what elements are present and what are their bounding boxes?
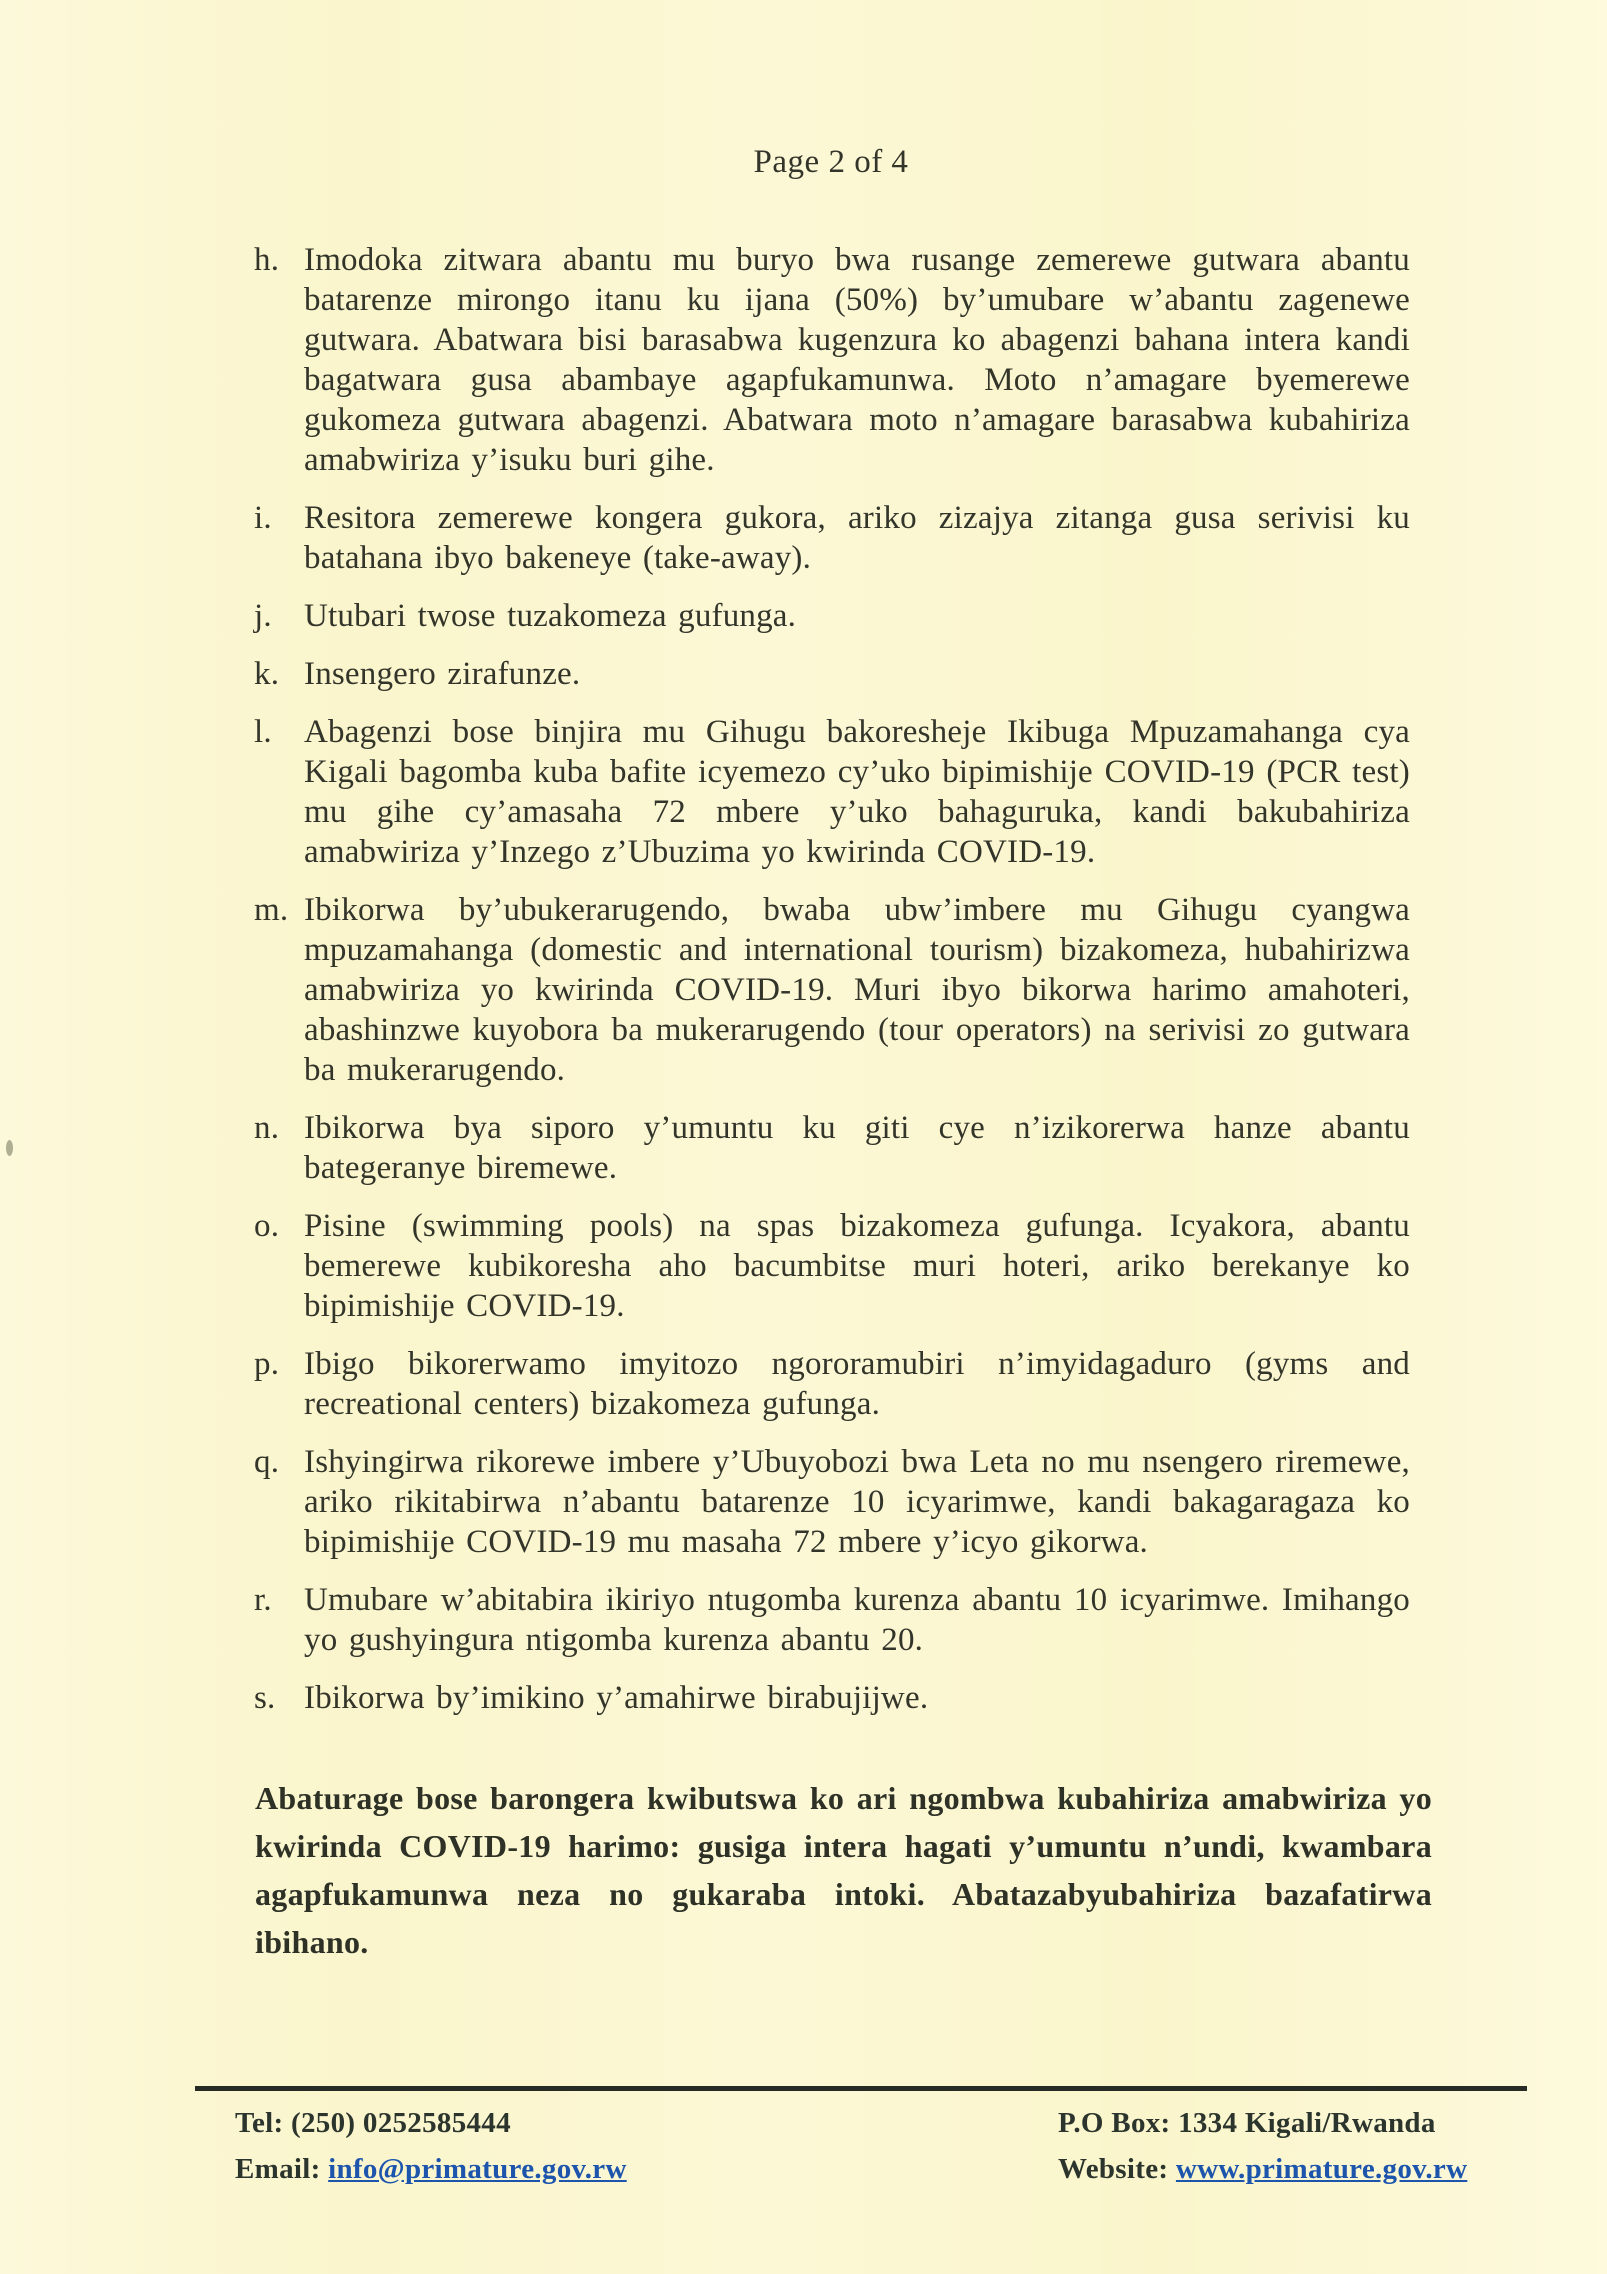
email-label: Email: — [235, 2153, 321, 2185]
item-letter: j. — [254, 598, 272, 634]
footer-right-column — [1058, 2100, 1467, 2192]
item-text: Ibikorwa by’ubukerarugendo, bwaba ubw’imbere mu Gihugu cyangwa mpuzamahanga (domestic and international tourism) bizakomeza, hubahirizwa amabwiriza yo kwirinda COVID-19. Muri ibyo bikorwa harimo amahoteri, abashinzwe kuyobora ba mukerarugendo (tour operators) na serivisi zo gutwara ba mukerarugendo. — [304, 892, 1410, 1088]
item-letter: r. — [254, 1582, 272, 1618]
list-item-i — [252, 498, 1410, 578]
list-item-o — [252, 1206, 1410, 1326]
item-letter: n. — [254, 1110, 280, 1146]
item-letter: o. — [254, 1208, 280, 1244]
item-text: Utubari twose tuzakomeza gufunga. — [304, 598, 797, 634]
item-text: Insengero zirafunze. — [304, 656, 581, 692]
list-item-n — [252, 1108, 1410, 1188]
item-letter: q. — [254, 1444, 280, 1480]
item-letter: i. — [254, 500, 272, 536]
list-item-m — [252, 890, 1410, 1090]
list-item-j — [252, 596, 1410, 636]
notice-paragraph: Abaturage bose barongera kwibutswa ko ari ngombwa kubahiriza amabwiriza yo kwirinda COVID-19 harimo: gusiga intera hagati y’umuntu n’undi, kwambara agapfukamunwa neza no gukaraba intoki. Abatazabyubahiriza bazafatirwa ibihano. — [255, 1780, 1432, 1960]
item-text: Ibikorwa bya siporo y’umuntu ku giti cye n’izikorerwa hanze abantu bategeranye biremewe. — [304, 1110, 1410, 1186]
item-text: Ishyingirwa rikorewe imbere y’Ubuyobozi bwa Leta no mu nsengero riremewe, ariko rikitabirwa n’abantu batarenze 10 icyarimwe, kandi bakagaragaza ko bipimishije COVID-19 mu masaha 72 mbere y’icyo gikorwa. — [304, 1444, 1410, 1560]
footer-website-line — [1058, 2146, 1467, 2192]
item-text: Ibigo bikorerwamo imyitozo ngororamubiri n’imyidagaduro (gyms and recreational centers) bizakomeza gufunga. — [304, 1346, 1410, 1422]
item-text: Abagenzi bose binjira mu Gihugu bakoresheje Ikibuga Mpuzamahanga cya Kigali bagomba kuba bafite icyemezo cy’uko bipimishije COVID-19 (PCR test) mu gihe cy’amasaha 72 mbere y’uko bahaguruka, kandi bakubahiriza amabwiriza y’Inzego z’Ubuzima yo kwirinda COVID-19. — [304, 714, 1410, 870]
footer-left-column — [235, 2100, 627, 2192]
item-letter: h. — [254, 242, 280, 278]
list-item-s — [252, 1678, 1410, 1718]
item-letter: p. — [254, 1346, 280, 1382]
list-item-r — [252, 1580, 1410, 1660]
item-text: Imodoka zitwara abantu mu buryo bwa rusange zemerewe gutwara abantu batarenze mirongo itanu ku ijana (50%) by’umubare w’abantu zagenewe gutwara. Abatwara bisi barasabwa kugenzura ko abagenzi bahana intera kandi bagatwara gusa abambaye agapfukamunwa. Moto n’amagare byemerewe gukomeza gutwara abagenzi. Abatwara moto n’amagare barasabwa kubahiriza amabwiriza y’isuku buri gihe. — [304, 242, 1410, 478]
tel-value: (250) 0252585444 — [291, 2107, 511, 2139]
footer-tel-line — [235, 2100, 627, 2146]
footer-pobox-line — [1058, 2100, 1467, 2146]
tel-label: Tel: — [235, 2107, 284, 2139]
list-item-l — [252, 712, 1410, 872]
item-letter: l. — [254, 714, 272, 750]
item-text: Resitora zemerewe kongera gukora, ariko zizajya zitanga gusa serivisi ku batahana ibyo bakeneye (take-away). — [304, 500, 1410, 576]
list-item-h — [252, 240, 1410, 480]
lettered-item-list — [252, 240, 1410, 1718]
item-letter: s. — [254, 1680, 276, 1716]
footer-email-line — [235, 2146, 627, 2192]
item-letter: k. — [254, 656, 280, 692]
pobox-value: 1334 Kigali/Rwanda — [1178, 2107, 1436, 2139]
pobox-label: P.O Box: — [1058, 2107, 1171, 2139]
footer-divider-line — [195, 2086, 1527, 2091]
item-letter: m. — [254, 892, 289, 928]
website-link[interactable]: www.primature.gov.rw — [1175, 2153, 1468, 2185]
page-number-label: Page 2 of 4 — [753, 144, 909, 180]
list-item-k — [252, 654, 1410, 694]
item-text: Pisine (swimming pools) na spas bizakomeza gufunga. Icyakora, abantu bemerewe kubikoresha aho bacumbitse muri hoteri, ariko berekanye ko bipimishije COVID-19. — [304, 1208, 1410, 1324]
item-text: Umubare w’abitabira ikiriyo ntugomba kurenza abantu 10 icyarimwe. Imihango yo gushyingura ntigomba kurenza abantu 20. — [304, 1582, 1410, 1658]
list-item-q — [252, 1442, 1410, 1562]
email-link[interactable]: info@primature.gov.rw — [328, 2153, 627, 2185]
website-label: Website: — [1058, 2153, 1169, 2185]
item-text: Ibikorwa by’imikino y’amahirwe birabujijwe. — [304, 1680, 929, 1716]
scan-artifact-speck — [6, 1140, 13, 1156]
list-item-p — [252, 1344, 1410, 1424]
